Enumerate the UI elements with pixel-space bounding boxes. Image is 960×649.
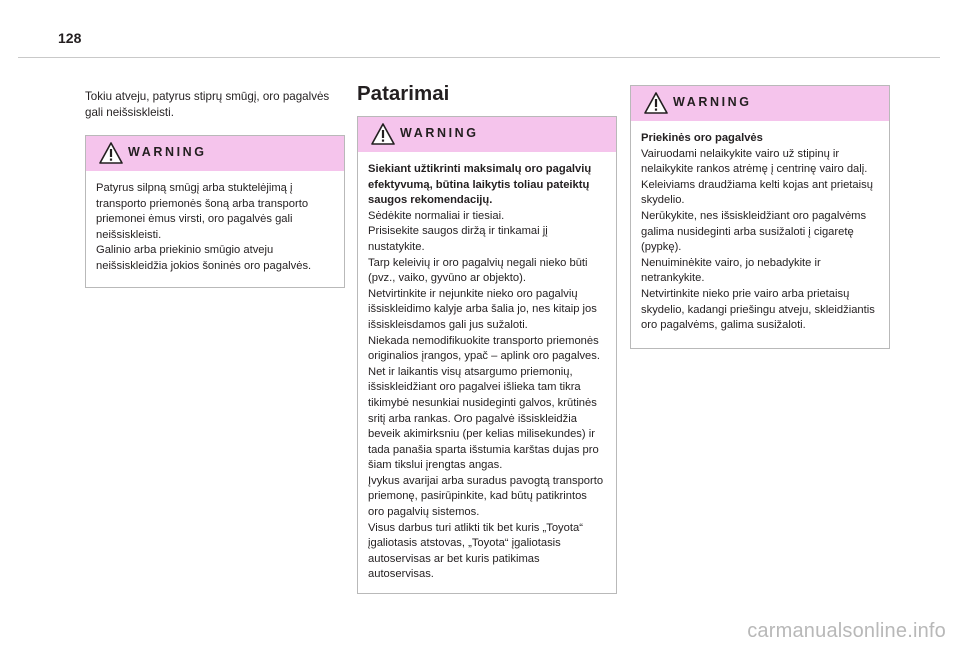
watermark: carmanualsonline.info [747, 620, 946, 642]
warning-subheading: Priekinės oro pagalvės [641, 132, 763, 144]
warning-triangle-icon [371, 123, 395, 145]
warning-text-line: Tarp keleivių ir oro pagalvių negali nieko būti (pvz., vaiko, gyvūno ar objekto). [368, 256, 588, 285]
intro-paragraph: Tokiu atveju, patyrus stiprų smūgį, oro pagalvės gali neišsiskleisti. [85, 90, 330, 119]
warning-text-line: Galinio arba priekinio smūgio atveju neišsiskleidžia jokios šoninės oro pagalvės. [96, 244, 312, 272]
warning-text-line: Įvykus avarijai arba suradus pavogtą transporto priemonę, pasirūpinkite, kad būtų patikrintos oro pagalvių sistemos. [368, 474, 604, 519]
warning-header [86, 136, 344, 171]
warning-text-line: Niekada nemodifikuokite transporto priemonės originalios įrangos, ypač – aplink oro pagalves. [368, 334, 600, 363]
warning-label: WARNING [673, 95, 752, 109]
warning-text-line: Net ir laikantis visų atsargumo priemonių, išsiskleidžiant oro pagalvei išlieka tam tikra tikimybė nesunkiai nusideginti galvos, krūtinės sritį arba rankas. Oro pagalvė išsiskleidžia beveik akimirksniu (per kelias milisekundes) ir tada panašia sparta išstumia karštas dujas pro šiam tikslui įrengtas angas. [368, 365, 599, 472]
warning-text-line: Keleiviams draudžiama kelti kojas ant prietaisų skydelio. [641, 178, 873, 207]
warning-body [631, 121, 889, 348]
section-title: Patarimai [357, 82, 450, 105]
warning-triangle-icon [99, 142, 123, 164]
warning-text-line: Nenuiminėkite vairo, jo nebadykite ir netrankykite. [641, 256, 821, 285]
column-middle [357, 60, 617, 594]
warning-body [358, 152, 616, 593]
warning-label: WARNING [400, 126, 479, 140]
warning-bold-intro: Siekiant užtikrinti maksimalų oro pagalvių efektyvumą, būtina laikytis toliau pateiktų saugos rekomendacijų. [368, 163, 592, 207]
warning-text-line: Prisisekite saugos diržą ir tinkamai jį nustatykite. [368, 225, 548, 253]
warning-text-line: Netvirtinkite ir nejunkite nieko oro pagalvių išsiskleidimo kalyje arba šalia jo, nes kitaip jos išsiskleisdamos gali jus sužaloti. [368, 287, 597, 331]
warning-header [358, 117, 616, 152]
page-number: 128 [58, 30, 82, 46]
warning-text-line: Patyrus silpną smūgį arba stuktelėjimą į transporto priemonės šoną arba transporto priemonei ėmus virsti, oro pagalvės gali neišsiskleisti. [96, 182, 309, 241]
warning-box-side-impact [85, 135, 345, 288]
warning-triangle-icon [644, 92, 668, 114]
warning-text-line: Sėdėkite normaliai ir tiesiai. [368, 209, 505, 222]
column-right [630, 60, 890, 349]
warning-text-line: Vairuodami nelaikykite vairo už stipinų ir nelaikykite rankos atrėmę į centrinę vairo dalį. [641, 147, 868, 176]
warning-header [631, 86, 889, 121]
warning-text-line: Netvirtinkite nieko prie vairo arba prietaisų skydelio, kadangi priešingu atveju, skleidžiantis oro pagalvėms, galima susižaloti. [641, 287, 875, 332]
warning-box-tips [357, 116, 617, 594]
warning-label: WARNING [128, 145, 207, 159]
warning-box-front-airbags [630, 85, 890, 349]
column-left [85, 60, 345, 288]
warning-text-line: Visus darbus turi atlikti tik bet kuris „Toyota“ įgaliotasis atstovas, „Toyota“ įgaliotasis autoservisas ar bet kuris patikimas autoservisas. [368, 521, 583, 581]
warning-body [86, 171, 344, 287]
header-divider [18, 57, 940, 58]
warning-text-line: Nerūkykite, nes išsiskleidžiant oro pagalvėms galima nusideginti arba susižaloti į cigaretę (pypkę). [641, 209, 867, 254]
